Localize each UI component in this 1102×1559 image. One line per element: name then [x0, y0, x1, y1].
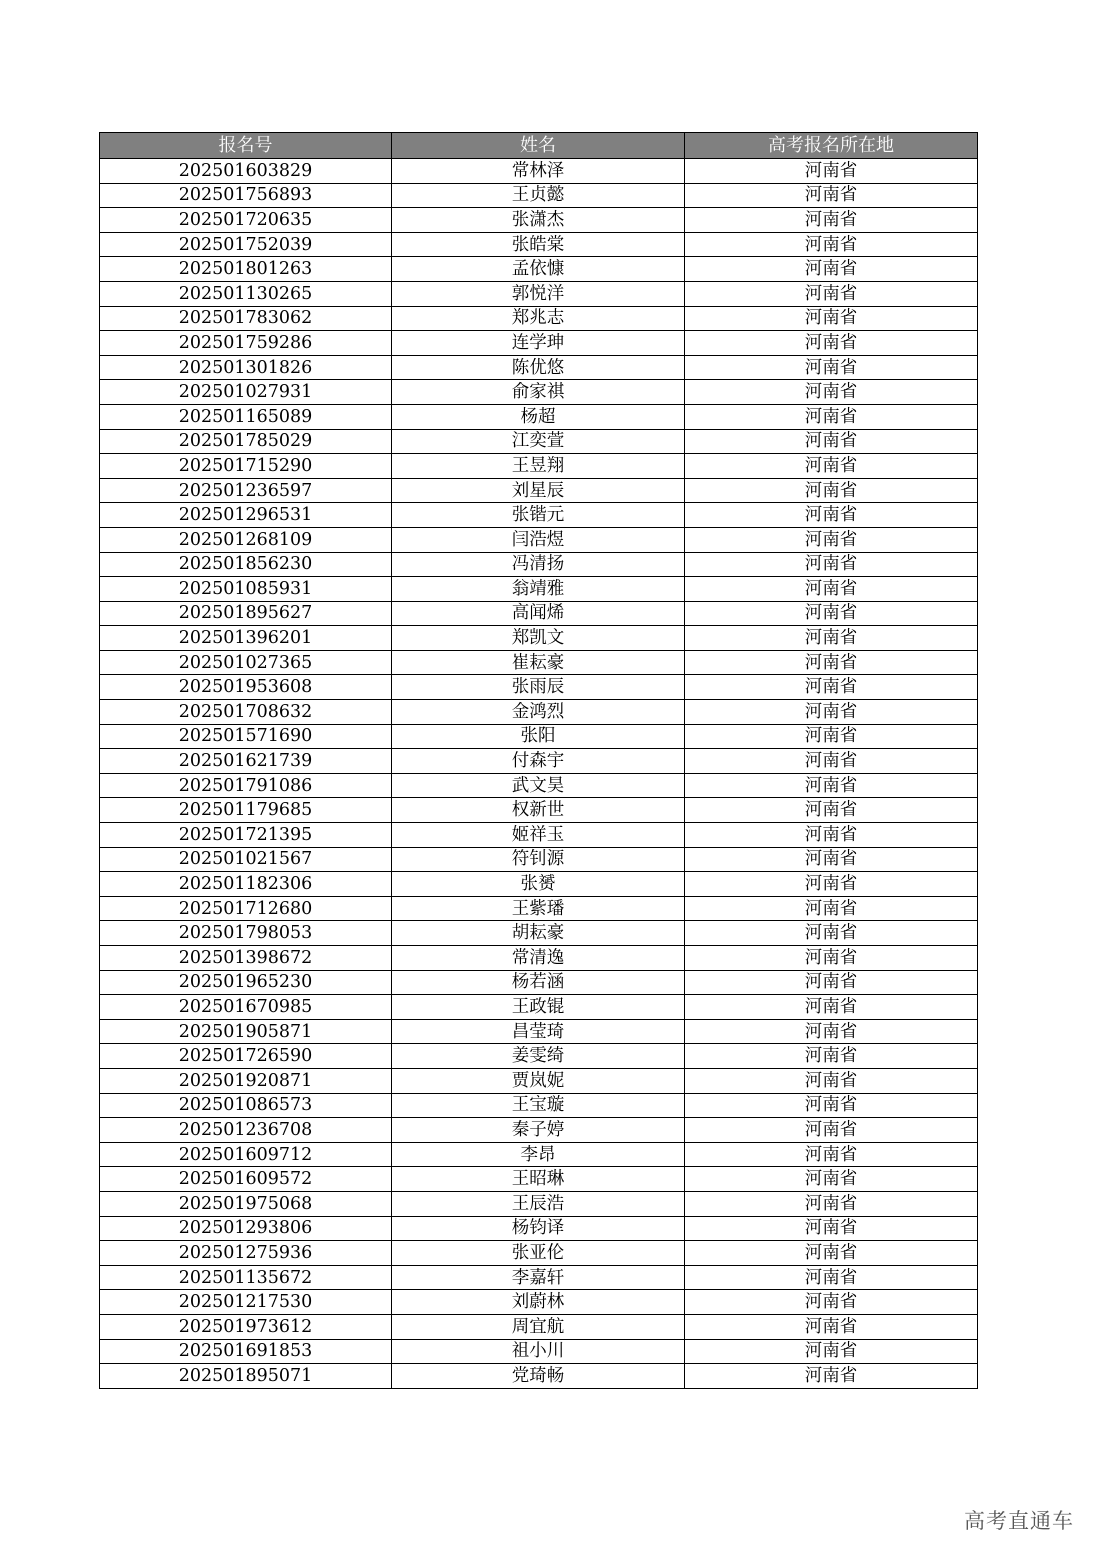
cell-name: 王昭琳 [392, 1167, 685, 1192]
table-row [100, 404, 978, 429]
cell-name: 常清逸 [392, 946, 685, 971]
cell-name: 连学珅 [392, 331, 685, 356]
cell-name: 王昱翔 [392, 454, 685, 479]
cell-registration-location: 河南省 [685, 281, 978, 306]
cell-registration-number: 202501130265 [100, 281, 392, 306]
cell-name: 郑兆志 [392, 306, 685, 331]
cell-registration-location: 河南省 [685, 946, 978, 971]
cell-registration-number: 202501571690 [100, 724, 392, 749]
table-row [100, 1093, 978, 1118]
cell-registration-number: 202501756893 [100, 183, 392, 208]
table-row [100, 355, 978, 380]
table-row [100, 601, 978, 626]
cell-registration-number: 202501973612 [100, 1314, 392, 1339]
cell-registration-location: 河南省 [685, 1339, 978, 1364]
cell-name: 张皓棠 [392, 232, 685, 257]
table-row [100, 970, 978, 995]
cell-registration-number: 202501691853 [100, 1339, 392, 1364]
table-row [100, 921, 978, 946]
cell-registration-location: 河南省 [685, 183, 978, 208]
table-row [100, 1167, 978, 1192]
cell-registration-location: 河南省 [685, 700, 978, 725]
table-row [100, 896, 978, 921]
cell-registration-number: 202501236708 [100, 1118, 392, 1143]
cell-registration-number: 202501670985 [100, 995, 392, 1020]
table-row [100, 257, 978, 282]
cell-name: 俞家祺 [392, 380, 685, 405]
cell-registration-number: 202501895071 [100, 1364, 392, 1389]
cell-registration-number: 202501895627 [100, 601, 392, 626]
cell-registration-number: 202501275936 [100, 1241, 392, 1266]
table-row [100, 454, 978, 479]
cell-registration-number: 202501708632 [100, 700, 392, 725]
table-row [100, 478, 978, 503]
cell-registration-location: 河南省 [685, 527, 978, 552]
cell-name: 王紫璠 [392, 896, 685, 921]
cell-registration-location: 河南省 [685, 159, 978, 184]
cell-name: 权新世 [392, 798, 685, 823]
cell-name: 杨钧译 [392, 1216, 685, 1241]
cell-registration-location: 河南省 [685, 331, 978, 356]
table-row [100, 1265, 978, 1290]
table-row [100, 232, 978, 257]
cell-registration-location: 河南省 [685, 257, 978, 282]
table-row [100, 1019, 978, 1044]
cell-name: 王政锟 [392, 995, 685, 1020]
cell-registration-location: 河南省 [685, 601, 978, 626]
table-row [100, 552, 978, 577]
table-row [100, 1364, 978, 1389]
cell-name: 冯清扬 [392, 552, 685, 577]
table-row [100, 847, 978, 872]
table-row [100, 183, 978, 208]
cell-registration-location: 河南省 [685, 626, 978, 651]
cell-registration-number: 202501179685 [100, 798, 392, 823]
cell-name: 张潇杰 [392, 208, 685, 233]
cell-name: 刘星辰 [392, 478, 685, 503]
cell-registration-number: 202501801263 [100, 257, 392, 282]
cell-name: 郭悦洋 [392, 281, 685, 306]
cell-registration-location: 河南省 [685, 749, 978, 774]
cell-name: 王辰浩 [392, 1191, 685, 1216]
cell-registration-number: 202501791086 [100, 773, 392, 798]
table-row [100, 1339, 978, 1364]
table-row [100, 872, 978, 897]
table-row [100, 1068, 978, 1093]
cell-registration-number: 202501712680 [100, 896, 392, 921]
cell-name: 江奕萱 [392, 429, 685, 454]
cell-name: 翁靖雅 [392, 577, 685, 602]
cell-registration-location: 河南省 [685, 970, 978, 995]
table-row [100, 1314, 978, 1339]
cell-registration-number: 202501726590 [100, 1044, 392, 1069]
cell-registration-location: 河南省 [685, 773, 978, 798]
table-row [100, 331, 978, 356]
cell-name: 杨若涵 [392, 970, 685, 995]
table-row [100, 503, 978, 528]
table-row [100, 675, 978, 700]
table-row [100, 1118, 978, 1143]
cell-registration-location: 河南省 [685, 503, 978, 528]
table-row [100, 1142, 978, 1167]
cell-registration-number: 202501609572 [100, 1167, 392, 1192]
cell-registration-location: 河南省 [685, 675, 978, 700]
table-row [100, 995, 978, 1020]
cell-registration-number: 202501301826 [100, 355, 392, 380]
cell-registration-number: 202501135672 [100, 1265, 392, 1290]
cell-registration-location: 河南省 [685, 1216, 978, 1241]
cell-registration-location: 河南省 [685, 306, 978, 331]
cell-registration-number: 202501721395 [100, 823, 392, 848]
cell-name: 常林泽 [392, 159, 685, 184]
cell-name: 贾岚妮 [392, 1068, 685, 1093]
admission-list-table [99, 132, 978, 1389]
cell-registration-number: 202501182306 [100, 872, 392, 897]
watermark-text: 高考直通车 [964, 1509, 1074, 1533]
cell-registration-number: 202501785029 [100, 429, 392, 454]
cell-name: 陈优悠 [392, 355, 685, 380]
cell-registration-location: 河南省 [685, 1364, 978, 1389]
cell-registration-number: 202501965230 [100, 970, 392, 995]
table-row [100, 1044, 978, 1069]
cell-registration-location: 河南省 [685, 1019, 978, 1044]
table-row [100, 1216, 978, 1241]
cell-registration-number: 202501621739 [100, 749, 392, 774]
table-row [100, 1241, 978, 1266]
cell-name: 党琦畅 [392, 1364, 685, 1389]
cell-name: 周宜航 [392, 1314, 685, 1339]
cell-name: 符钊源 [392, 847, 685, 872]
cell-registration-number: 202501086573 [100, 1093, 392, 1118]
cell-registration-number: 202501715290 [100, 454, 392, 479]
cell-registration-location: 河南省 [685, 1068, 978, 1093]
cell-registration-location: 河南省 [685, 1290, 978, 1315]
cell-name: 姬祥玉 [392, 823, 685, 848]
table-row [100, 527, 978, 552]
table-row [100, 626, 978, 651]
cell-registration-number: 202501953608 [100, 675, 392, 700]
cell-name: 王贞懿 [392, 183, 685, 208]
table-row [100, 798, 978, 823]
cell-name: 崔耘豪 [392, 650, 685, 675]
table-row [100, 650, 978, 675]
cell-registration-location: 河南省 [685, 1142, 978, 1167]
header-registration-number: 报名号 [100, 133, 392, 159]
cell-name: 李嘉轩 [392, 1265, 685, 1290]
cell-registration-number: 202501021567 [100, 847, 392, 872]
cell-registration-location: 河南省 [685, 650, 978, 675]
cell-registration-number: 202501609712 [100, 1142, 392, 1167]
cell-registration-number: 202501798053 [100, 921, 392, 946]
cell-registration-location: 河南省 [685, 1314, 978, 1339]
cell-name: 闫浩煜 [392, 527, 685, 552]
cell-registration-number: 202501236597 [100, 478, 392, 503]
cell-registration-location: 河南省 [685, 478, 978, 503]
table-row [100, 749, 978, 774]
cell-registration-location: 河南省 [685, 995, 978, 1020]
cell-name: 刘蔚林 [392, 1290, 685, 1315]
table-row [100, 823, 978, 848]
cell-registration-location: 河南省 [685, 872, 978, 897]
cell-registration-location: 河南省 [685, 355, 978, 380]
cell-registration-number: 202501920871 [100, 1068, 392, 1093]
cell-name: 李昂 [392, 1142, 685, 1167]
cell-name: 昌莹琦 [392, 1019, 685, 1044]
table-row [100, 773, 978, 798]
cell-registration-location: 河南省 [685, 847, 978, 872]
table-row [100, 1290, 978, 1315]
cell-name: 高闻烯 [392, 601, 685, 626]
table-row [100, 159, 978, 184]
cell-registration-location: 河南省 [685, 1241, 978, 1266]
cell-name: 孟依慷 [392, 257, 685, 282]
cell-registration-location: 河南省 [685, 404, 978, 429]
cell-registration-location: 河南省 [685, 552, 978, 577]
cell-registration-number: 202501783062 [100, 306, 392, 331]
cell-registration-location: 河南省 [685, 577, 978, 602]
cell-name: 秦子婷 [392, 1118, 685, 1143]
cell-name: 付森宇 [392, 749, 685, 774]
cell-registration-number: 202501905871 [100, 1019, 392, 1044]
cell-name: 张赟 [392, 872, 685, 897]
cell-name: 姜雯绮 [392, 1044, 685, 1069]
table-row [100, 577, 978, 602]
cell-registration-number: 202501085931 [100, 577, 392, 602]
table-row [100, 281, 978, 306]
cell-registration-location: 河南省 [685, 1265, 978, 1290]
cell-registration-location: 河南省 [685, 232, 978, 257]
cell-registration-number: 202501296531 [100, 503, 392, 528]
table-row [100, 700, 978, 725]
cell-name: 祖小川 [392, 1339, 685, 1364]
table-row [100, 380, 978, 405]
header-name: 姓名 [392, 133, 685, 159]
cell-registration-location: 河南省 [685, 429, 978, 454]
cell-registration-number: 202501268109 [100, 527, 392, 552]
table-row [100, 724, 978, 749]
header-registration-location: 高考报名所在地 [685, 133, 978, 159]
cell-registration-location: 河南省 [685, 1044, 978, 1069]
cell-registration-number: 202501752039 [100, 232, 392, 257]
cell-registration-number: 202501165089 [100, 404, 392, 429]
cell-registration-number: 202501027931 [100, 380, 392, 405]
cell-registration-location: 河南省 [685, 823, 978, 848]
table-body [100, 159, 978, 1389]
table-row [100, 1191, 978, 1216]
cell-name: 王宝璇 [392, 1093, 685, 1118]
cell-name: 张亚伦 [392, 1241, 685, 1266]
cell-name: 武文昊 [392, 773, 685, 798]
cell-registration-location: 河南省 [685, 921, 978, 946]
cell-name: 张阳 [392, 724, 685, 749]
cell-name: 张锴元 [392, 503, 685, 528]
cell-registration-location: 河南省 [685, 1167, 978, 1192]
cell-registration-location: 河南省 [685, 208, 978, 233]
cell-registration-number: 202501759286 [100, 331, 392, 356]
cell-registration-location: 河南省 [685, 380, 978, 405]
cell-registration-number: 202501398672 [100, 946, 392, 971]
cell-registration-location: 河南省 [685, 454, 978, 479]
cell-name: 胡耘豪 [392, 921, 685, 946]
table-row [100, 946, 978, 971]
cell-registration-number: 202501396201 [100, 626, 392, 651]
table-header-row [100, 133, 978, 159]
cell-registration-location: 河南省 [685, 1118, 978, 1143]
cell-registration-number: 202501720635 [100, 208, 392, 233]
cell-registration-location: 河南省 [685, 1191, 978, 1216]
cell-name: 郑凯文 [392, 626, 685, 651]
table-row [100, 306, 978, 331]
cell-registration-number: 202501027365 [100, 650, 392, 675]
cell-registration-location: 河南省 [685, 798, 978, 823]
cell-registration-number: 202501217530 [100, 1290, 392, 1315]
cell-name: 张雨辰 [392, 675, 685, 700]
cell-registration-location: 河南省 [685, 896, 978, 921]
cell-registration-number: 202501603829 [100, 159, 392, 184]
cell-registration-location: 河南省 [685, 724, 978, 749]
cell-name: 金鸿烈 [392, 700, 685, 725]
cell-registration-number: 202501293806 [100, 1216, 392, 1241]
cell-registration-number: 202501975068 [100, 1191, 392, 1216]
table-row [100, 208, 978, 233]
cell-registration-number: 202501856230 [100, 552, 392, 577]
table-row [100, 429, 978, 454]
cell-name: 杨超 [392, 404, 685, 429]
cell-registration-location: 河南省 [685, 1093, 978, 1118]
